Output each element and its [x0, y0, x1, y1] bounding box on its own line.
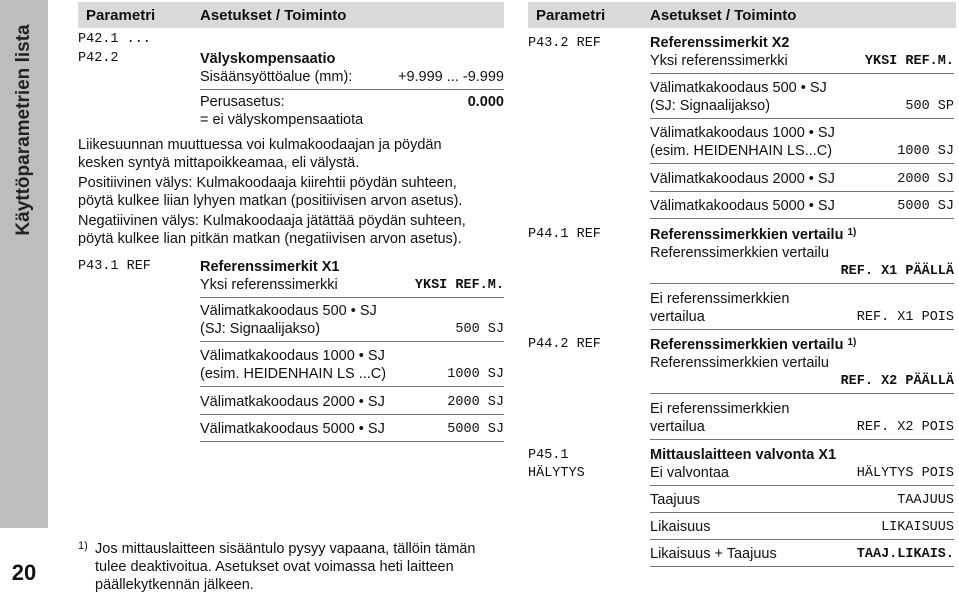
left-table-header	[78, 2, 504, 28]
divider	[650, 539, 954, 540]
footnote-text: tulee deaktivoitua. Asetukset ovat voimassa heti laitteen	[95, 559, 454, 575]
divider	[200, 341, 504, 342]
option-label: (esim. HEIDENHAIN LS ...C)	[200, 366, 387, 382]
option-value: REF. X2 PÄÄLLÄ	[840, 374, 954, 389]
option-label: Yksi referenssimerkki	[650, 53, 788, 69]
footnote-text: päällekytkennän jälkeen.	[95, 577, 254, 593]
option-value: 500 SJ	[455, 322, 504, 337]
header-settings: Asetukset / Toiminto	[200, 7, 347, 24]
option-value: HÄLYTYS POIS	[856, 466, 954, 481]
option-label: (esim. HEIDENHAIN LS...C)	[650, 143, 833, 159]
option-label: Perusasetus:	[200, 94, 285, 110]
divider	[200, 89, 504, 90]
divider	[650, 218, 954, 219]
body-text: pöytä kulkee lian pitkän matkan (negatiivisen arvon asetus).	[78, 231, 462, 247]
option-value: 1000 SJ	[447, 367, 504, 382]
header-parameter: Parametri	[536, 7, 606, 24]
option-value: 0.000	[467, 94, 504, 110]
option-value: 2000 SJ	[447, 395, 504, 410]
option-value: 5000 SJ	[447, 422, 504, 437]
option-value: TAAJ.LIKAIS.	[856, 547, 954, 562]
option-label: Likaisuus	[650, 519, 711, 535]
divider	[650, 393, 954, 394]
option-value: LIKAISUUS	[881, 520, 954, 535]
divider	[200, 386, 504, 387]
body-text: Negatiivinen välys: Kulmakoodaaja jätättää pöydän suhteen,	[78, 213, 466, 229]
divider	[650, 283, 954, 284]
right-table-header	[528, 2, 956, 28]
header-parameter: Parametri	[86, 7, 156, 24]
option-label: Ei referenssimerkkien	[650, 291, 790, 307]
param-code: P45.1	[528, 448, 569, 463]
divider	[200, 441, 504, 442]
option-label: (SJ: Signaalijakso)	[200, 321, 321, 337]
param-title: Referenssimerkkien vertailu $^{1)}$	[650, 337, 857, 353]
option-label: Referenssimerkkien vertailu	[650, 245, 829, 261]
footnote-mark: 1)	[78, 540, 88, 552]
divider	[650, 566, 954, 567]
divider	[650, 73, 954, 74]
option-value: 5000 SJ	[897, 199, 954, 214]
option-label: Välimatkakoodaus 2000 • SJ	[200, 394, 385, 410]
divider	[650, 485, 954, 486]
header-settings: Asetukset / Toiminto	[650, 7, 797, 24]
option-value: YKSI REF.M.	[414, 278, 504, 293]
option-value: REF. X1 PÄÄLLÄ	[840, 264, 954, 279]
option-value: +9.999 ... -9.999	[397, 69, 504, 85]
option-label: Välimatkakoodaus 500 • SJ	[650, 80, 827, 96]
option-note: = ei välyskompensaatiota	[200, 112, 364, 128]
divider	[650, 329, 954, 330]
option-value: 500 SP	[905, 99, 954, 114]
option-label: Välimatkakoodaus 5000 • SJ	[650, 198, 835, 214]
divider	[200, 414, 504, 415]
divider	[650, 191, 954, 192]
param-code: P42.2	[78, 51, 119, 66]
body-text: kesken syntyä mittapoikkeamaa, eli välystä.	[78, 155, 360, 171]
option-value: REF. X2 POIS	[856, 420, 954, 435]
option-label: Ei valvontaa	[650, 465, 729, 481]
param-title: Välyskompensaatio	[200, 51, 336, 67]
option-label: Taajuus	[650, 492, 700, 508]
option-value: TAAJUUS	[897, 493, 954, 508]
option-value: YKSI REF.M.	[864, 54, 954, 69]
option-label: vertailua	[650, 419, 705, 435]
body-text: Liikesuunnan muuttuessa voi kulmakoodaajan ja pöydän	[78, 137, 442, 153]
divider	[650, 163, 954, 164]
page-number: 20	[11, 560, 37, 585]
body-text: Positiivinen välys: Kulmakoodaaja kiirehtii pöydän suhteen,	[78, 175, 457, 191]
option-label: Sisäänsyöttöalue (mm):	[200, 69, 353, 85]
footnote-text: Jos mittauslaitteen sisääntulo pysyy vapaana, tällöin tämän	[95, 541, 476, 557]
option-label: Referenssimerkkien vertailu	[650, 355, 829, 371]
param-title: Referenssimerkit X2	[650, 35, 790, 51]
divider	[200, 297, 504, 298]
param-code: P42.1 ...	[78, 32, 151, 47]
option-value: 2000 SJ	[897, 172, 954, 187]
option-label: vertailua	[650, 309, 705, 325]
body-text: pöytä kulkee liian lyhyen matkan (positiivisen arvon asetus).	[78, 193, 463, 209]
param-code: P44.2 REF	[528, 337, 601, 352]
param-title: Referenssimerkit X1	[200, 259, 340, 275]
side-tab	[0, 0, 48, 598]
divider	[650, 118, 954, 119]
option-label: (SJ: Signaalijakso)	[650, 98, 771, 114]
option-label: Välimatkakoodaus 1000 • SJ	[650, 125, 835, 141]
param-code: P43.1 REF	[78, 259, 151, 274]
param-code: P43.2 REF	[528, 36, 601, 51]
param-code: P44.1 REF	[528, 227, 601, 242]
option-label: Likaisuus + Taajuus	[650, 546, 777, 562]
option-label: Välimatkakoodaus 5000 • SJ	[200, 421, 385, 437]
option-label: Välimatkakoodaus 1000 • SJ	[200, 348, 385, 364]
option-label: Ei referenssimerkkien	[650, 401, 790, 417]
param-code: HÄLYTYS	[528, 466, 585, 481]
option-value: REF. X1 POIS	[856, 310, 954, 325]
chapter-title: Käyttöparametrien lista	[13, 24, 34, 236]
option-label: Yksi referenssimerkki	[200, 277, 338, 293]
option-value: 1000 SJ	[897, 144, 954, 159]
divider	[650, 512, 954, 513]
option-label: Välimatkakoodaus 2000 • SJ	[650, 171, 835, 187]
param-title: Mittauslaitteen valvonta X1	[650, 447, 837, 463]
param-title: Referenssimerkkien vertailu $^{1)}$	[650, 227, 857, 243]
option-label: Välimatkakoodaus 500 • SJ	[200, 303, 377, 319]
divider	[650, 439, 954, 440]
